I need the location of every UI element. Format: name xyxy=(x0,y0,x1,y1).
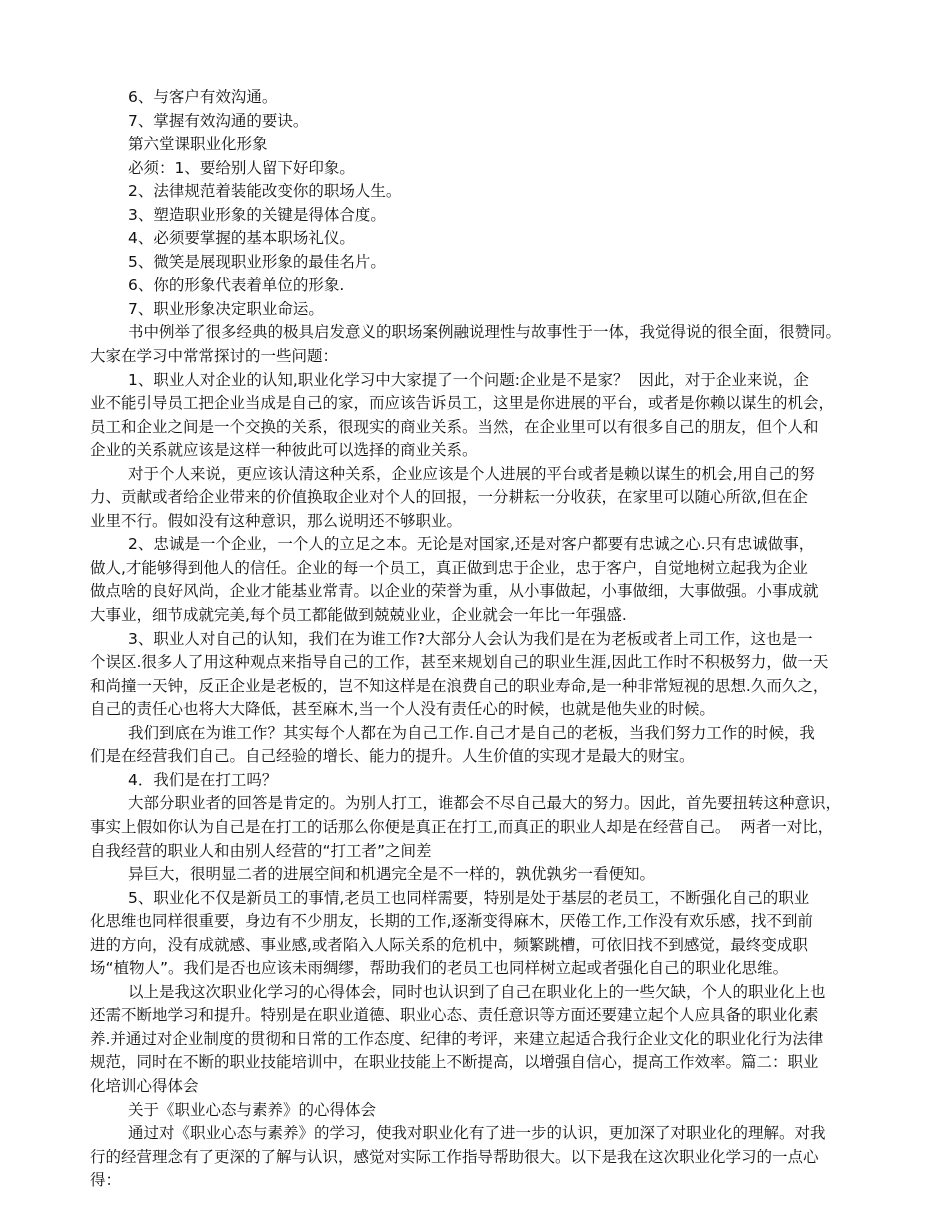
text-line: 规范，同时在不断的职业技能培训中，在职业技能上不断提高，以增强自信心，提高工作效率。篇二：职业 xyxy=(90,1053,819,1072)
text-line: 6、你的形象代表着单位的形象. xyxy=(128,276,345,295)
text-line: 行的经营理念有了更深的了解与认识，感觉对实际工作指导帮助很大。以下是我在这次职业化学习的一点心 xyxy=(90,1147,819,1166)
text-line: 3、塑造职业形象的关键是得体合度。 xyxy=(128,205,386,224)
text-line: 1、职业人对企业的认知,职业化学习中大家提了一个问题:企业是不是家？ 因此，对于企业来说，企 xyxy=(128,370,809,389)
text-line: 们是在经营我们自己。自己经验的增长、能力的提升。人生价值的实现才是最大的财宝。 xyxy=(90,747,695,766)
text-line: 对于个人来说，更应该认清这种关系，企业应该是个人进展的平台或者是赖以谋生的机会,用自己的努 xyxy=(128,464,815,483)
text-line: 业不能引导员工把企业当成是自己的家，而应该告诉员工，这里是你进展的平台，或者是你赖以谋生的机会， xyxy=(90,394,835,413)
text-line: 场“植物人”。我们是否也应该未雨绸缪，帮助我们的老员工也同样树立起或者强化自己的职业化思维。 xyxy=(90,959,789,978)
text-line: 力、贡献或者给企业带来的价值换取企业对个人的回报，一分耕耘一分收获，在家里可以随心所欲,但在企 xyxy=(90,488,808,507)
text-line: 员工和企业之间是一个交换的关系，很现实的商业关系。当然，在企业里可以有很多自己的朋友，但个人和 xyxy=(90,417,819,436)
text-line: 得： xyxy=(90,1171,122,1190)
text-line: 7、职业形象决定职业命运。 xyxy=(128,299,324,318)
text-line: 我们到底在为谁工作？其实每个人都在为自己工作.自己才是自己的老板，当我们努力工作的时候，我 xyxy=(128,723,815,742)
text-line: 业里不行。假如没有这种意识，那么说明还不够职业。 xyxy=(90,511,463,530)
text-line: 4、必须要掌握的基本职场礼仪。 xyxy=(128,229,355,248)
text-line: 做人,才能够得到他人的信任。企业的每一个员工，真正做到忠于企业，忠于客户，自觉地树立起我为企业 xyxy=(90,558,808,577)
text-line: 养.并通过对企业制度的贯彻和日常的工作态度、纪律的考评，来建立起适合我行企业文化的职业化行为法律 xyxy=(90,1029,824,1048)
text-line: 第六堂课职业化形象 xyxy=(128,135,268,154)
text-line: 异巨大，很明显二者的进展空间和机遇完全是不一样的，孰优孰劣一看便知。 xyxy=(128,865,656,884)
text-line: 以上是我这次职业化学习的心得体会，同时也认识到了自己在职业化上的一些欠缺，个人的职业化上也 xyxy=(128,982,826,1001)
text-line: 2、忠诚是一个企业，一个人的立足之本。无论是对国家,还是对客户都要有忠诚之心.只有忠诚做事， xyxy=(128,535,815,554)
text-line: 4．我们是在打工吗？ xyxy=(128,770,278,789)
text-line: 做点啥的良好风尚，企业才能基业常青。以企业的荣誉为重，从小事做起，小事做细，大事做强。小事成就 xyxy=(90,582,819,601)
text-line: 7、掌握有效沟通的要诀。 xyxy=(128,111,309,130)
text-line: 自我经营的职业人和由别人经营的“打工者”之间差 xyxy=(90,841,432,860)
text-line: 化培训心得体会 xyxy=(90,1076,199,1095)
text-line: 还需不断地学习和提升。特别是在职业道德、职业心态、责任意识等方面还要建立起个人应具备的职业化素 xyxy=(90,1006,819,1025)
text-line: 通过对《职业心态与素养》的学习，使我对职业化有了进一步的认识，更加深了对职业化的理解。对我 xyxy=(128,1124,826,1143)
text-line: 关于《职业心态与素养》的心得体会 xyxy=(128,1100,377,1119)
document-body xyxy=(90,86,862,1193)
text-line: 3、职业人对自己的认知，我们在为谁工作?大部分人会认为我们是在为老板或者上司工作，这也是一 xyxy=(128,629,813,648)
text-line: 2、法律规范着装能改变你的职场人生。 xyxy=(128,182,402,201)
text-line: 个误区.很多人了用这种观点来指导自己的工作，甚至来规划自己的职业生涯,因此工作时不积极努力，做一天 xyxy=(90,653,829,672)
text-line: 自己的责任心也将大大降低，甚至麻木,当一个人没有责任心的时候，也就是他失业的时候。 xyxy=(90,700,715,719)
text-line: 大事业，细节成就完美,每个员工都能做到兢兢业业，企业就会一年比一年强盛. xyxy=(90,606,627,625)
text-line: 化思维也同样很重要，身边有不少朋友，长期的工作,逐渐变得麻木，厌倦工作,工作没有欢乐感，找不到前 xyxy=(90,912,813,931)
text-line: 必须：1、要给别人留下好印象。 xyxy=(128,158,355,177)
text-line: 企业的关系就应该是这样一种彼此可以选择的商业关系。 xyxy=(90,441,478,460)
text-line: 事实上假如你认为自己是在打工的话那么你便是真正在打工,而真正的职业人却是在经营自己。 两者一对比， xyxy=(90,817,834,836)
text-line: 和尚撞一天钟，反正企业是老板的，岂不知这样是在浪费自己的职业寿命,是一种非常短视的思想.久而久之， xyxy=(90,676,829,695)
text-line: 5、职业化不仅是新员工的事情,老员工也同样需要，特别是处于基层的老员工，不断强化自己的职业 xyxy=(128,888,810,907)
text-line: 书中例举了很多经典的极具启发意义的职场案例融说理性与故事性于一体，我觉得说的很全面，很赞同。 xyxy=(128,323,842,342)
text-line: 大家在学习中常常探讨的一些问题： xyxy=(90,347,339,366)
text-line: 大部分职业者的回答是肯定的。为别人打工，谁都会不尽自己最大的努力。因此，首先要扭转这种意识， xyxy=(128,794,842,813)
text-line: 6、与客户有效沟通。 xyxy=(128,88,278,106)
text-line: 进的方向，没有成就感、事业感,或者陷入人际关系的危机中，频繁跳槽，可依旧找不到感觉，最终变成职 xyxy=(90,935,808,954)
text-line: 5、微笑是展现职业形象的最佳名片。 xyxy=(128,252,386,271)
